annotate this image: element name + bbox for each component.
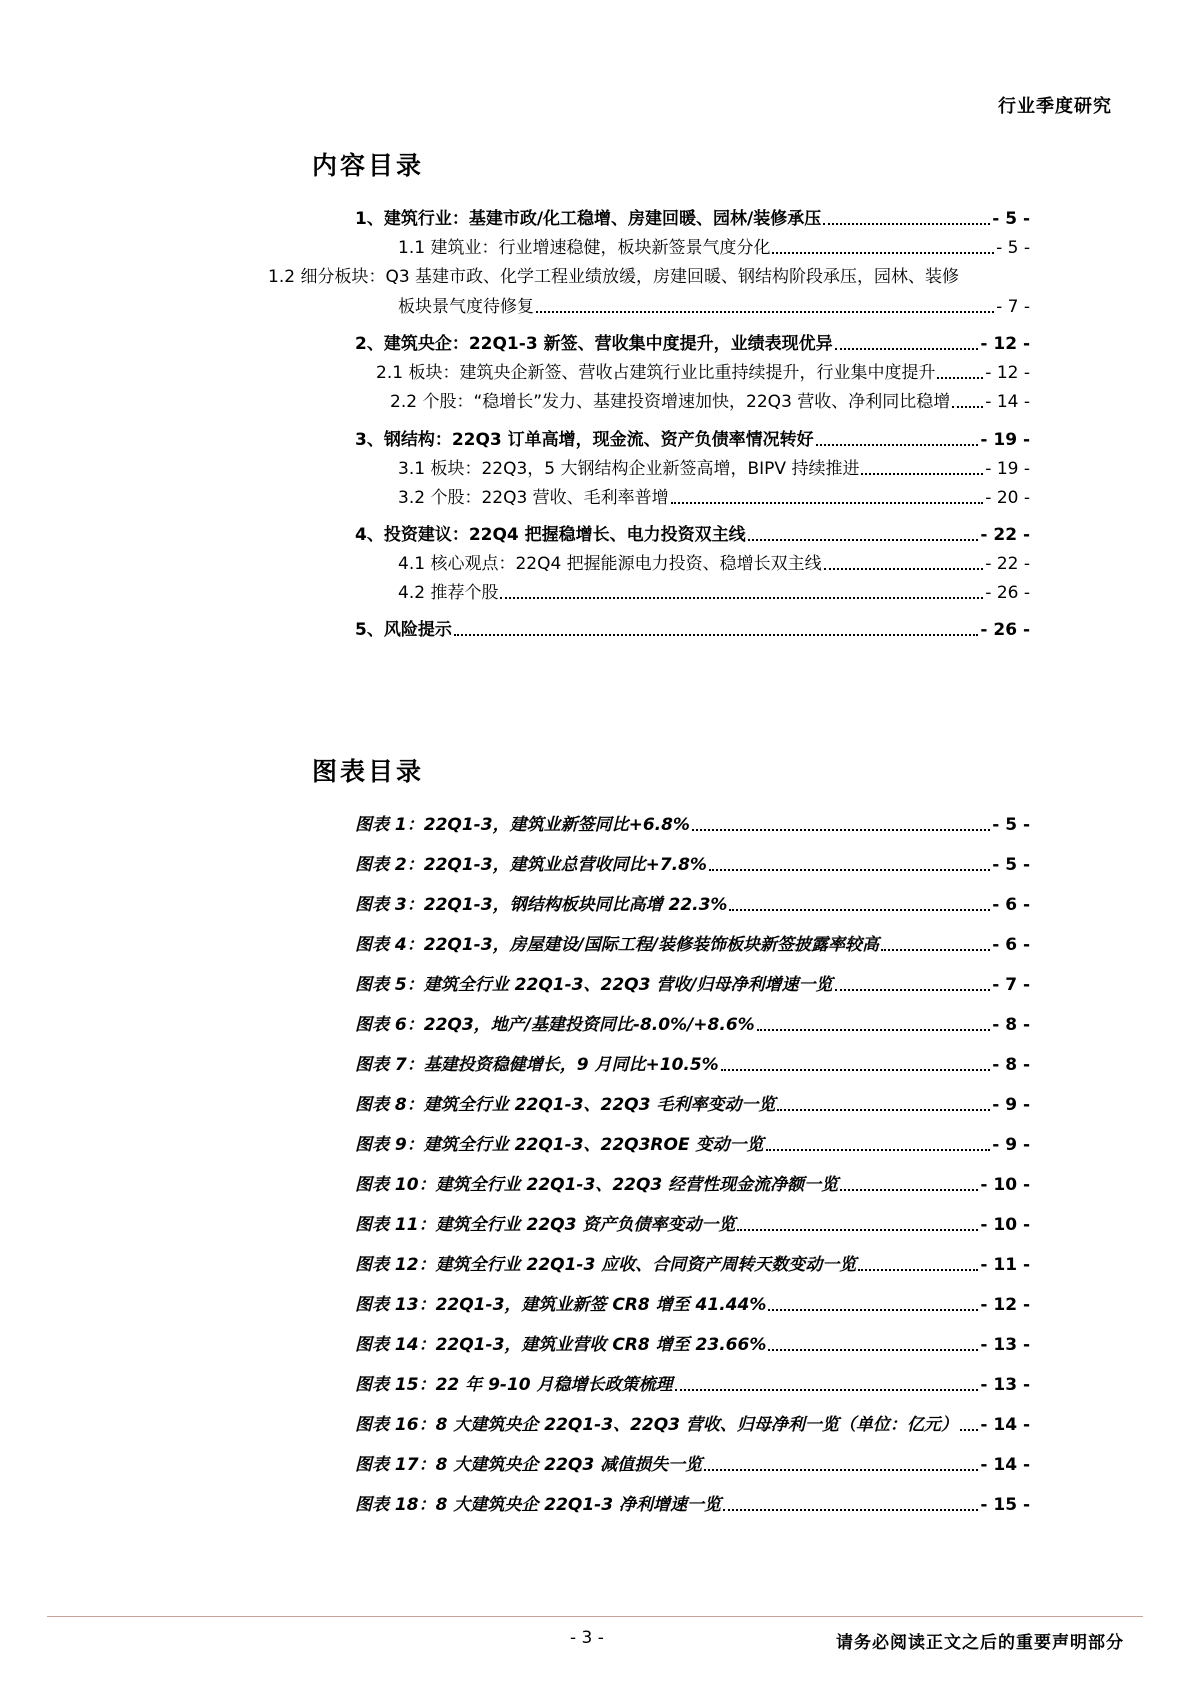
figure-entry[interactable] [355, 1094, 1030, 1116]
figure-entry[interactable] [355, 1494, 1030, 1516]
toc-leader-dots [881, 949, 990, 951]
toc-leader-dots [861, 473, 983, 475]
toc-entry-page: - 19 - [980, 430, 1030, 450]
figure-entry-page: - 14 - [980, 1415, 1030, 1435]
figure-entry[interactable] [355, 1254, 1030, 1276]
figure-entry-text: 图表 10：建筑全行业 22Q1-3、22Q3 经营性现金流净额一览 [355, 1175, 839, 1195]
figure-entry-text: 图表 8：建筑全行业 22Q1-3、22Q3 毛利率变动一览 [355, 1095, 776, 1115]
figure-entry-text: 图表 14：22Q1-3，建筑业营收 CR8 增至 23.66% [355, 1335, 767, 1355]
toc-leader-dots [675, 1389, 979, 1391]
toc-entry-page: - 14 - [985, 392, 1030, 412]
toc-entry[interactable] [355, 429, 1030, 451]
toc-entry-page: - 22 - [980, 525, 1030, 545]
toc-leader-dots [840, 1189, 978, 1191]
footer-page-number: - 3 - [570, 1628, 604, 1648]
figure-entry-page: - 6 - [992, 895, 1030, 915]
toc-leader-dots [772, 252, 994, 254]
figure-entry-page: - 5 - [992, 815, 1030, 835]
toc-leader-dots [823, 223, 990, 225]
figure-entry-text: 图表 16：8 大建筑央企 22Q1-3、22Q3 营收、归母净利一览（单位：亿元） [355, 1415, 958, 1435]
figure-entry[interactable] [355, 1214, 1030, 1236]
toc-entry-text: 3.1 板块：22Q3，5 大钢结构企业新签高增，BIPV 持续推进 [398, 459, 860, 479]
figure-entry-text: 图表 15：22 年 9-10 月稳增长政策梳理 [355, 1375, 673, 1395]
figure-entry[interactable] [355, 1334, 1030, 1356]
toc-leader-dots [454, 634, 979, 636]
figure-entry-page: - 15 - [980, 1495, 1030, 1515]
toc-entry-text: 4.1 核心观点：22Q4 把握能源电力投资、稳增长双主线 [398, 554, 822, 574]
toc-entry-page: - 12 - [980, 334, 1030, 354]
toc-entry-page: - 5 - [992, 209, 1030, 229]
toc-leader-dots [768, 1309, 978, 1311]
figure-entry-page: - 7 - [992, 975, 1030, 995]
toc-entry[interactable] [398, 237, 1030, 259]
figure-entry-page: - 8 - [992, 1015, 1030, 1035]
toc-entry[interactable] [398, 487, 1030, 509]
toc-entry[interactable] [355, 208, 1030, 230]
figure-entry-page: - 12 - [980, 1295, 1030, 1315]
toc-leader-dots [952, 406, 983, 408]
toc-entry[interactable] [398, 296, 1030, 318]
footer-divider [47, 1616, 1143, 1617]
toc-entry-text: 2.2 个股：“稳增长”发力、基建投资增速加快，22Q3 营收、净利同比稳增 [390, 392, 951, 412]
toc-entry-page: - 5 - [996, 238, 1030, 258]
toc-leader-dots [723, 1509, 978, 1511]
toc-leader-dots [835, 989, 991, 991]
figure-entry[interactable] [355, 974, 1030, 996]
figure-entry-page: - 10 - [980, 1175, 1030, 1195]
toc-entry-text: 1、建筑行业：基建市政/化工稳增、房建回暖、园林/装修承压 [355, 209, 822, 229]
figure-entry-text: 图表 5：建筑全行业 22Q1-3、22Q3 营收/归母净利增速一览 [355, 975, 833, 995]
figure-entry-page: - 6 - [992, 935, 1030, 955]
figure-entry-text: 图表 11：建筑全行业 22Q3 资产负债率变动一览 [355, 1215, 736, 1235]
toc-entry-page: - 12 - [985, 363, 1030, 383]
figure-entry-text: 图表 13：22Q1-3，建筑业新签 CR8 增至 41.44% [355, 1295, 767, 1315]
figure-entry-page: - 8 - [992, 1055, 1030, 1075]
figure-entry-page: - 10 - [980, 1215, 1030, 1235]
toc-leader-dots [777, 1109, 990, 1111]
toc-leader-dots [937, 377, 983, 379]
figure-entry[interactable] [355, 854, 1030, 876]
toc-entry[interactable] [355, 619, 1030, 641]
toc-leader-dots [671, 502, 984, 504]
toc-leader-dots [692, 829, 990, 831]
toc-entry-text: 3.2 个股：22Q3 营收、毛利率普增 [398, 488, 669, 508]
toc-leader-dots [816, 444, 979, 446]
toc-entry[interactable] [355, 524, 1030, 546]
toc-leader-dots [748, 539, 979, 541]
figure-entry-text: 图表 18：8 大建筑央企 22Q1-3 净利增速一览 [355, 1495, 721, 1515]
toc-entry-text: 2.1 板块：建筑央企新签、营收占建筑行业比重持续提升，行业集中度提升 [376, 363, 936, 383]
toc-leader-dots [757, 1029, 991, 1031]
toc-leader-dots [960, 1429, 978, 1431]
figure-entry[interactable] [355, 1454, 1030, 1476]
figure-entry-text: 图表 1：22Q1-3，建筑业新签同比+6.8% [355, 815, 690, 835]
figure-entry-text: 图表 6：22Q3，地产/基建投资同比-8.0%/+8.6% [355, 1015, 755, 1035]
toc-leader-dots [768, 1349, 978, 1351]
toc-leader-dots [709, 869, 990, 871]
figure-entry-page: - 14 - [980, 1455, 1030, 1475]
toc-entry-page: - 22 - [985, 554, 1030, 574]
toc-entry[interactable] [398, 553, 1030, 575]
toc-entry[interactable] [398, 582, 1030, 604]
figure-entry-text: 图表 3：22Q1-3，钢结构板块同比高增 22.3% [355, 895, 728, 915]
toc-entry-page: - 19 - [985, 459, 1030, 479]
figure-entry-text: 图表 17：8 大建筑央企 22Q3 减值损失一览 [355, 1455, 703, 1475]
toc-entry-text: 4、投资建议：22Q4 把握稳增长、电力投资双主线 [355, 525, 746, 545]
toc-entry[interactable] [398, 458, 1030, 480]
figure-entry[interactable] [355, 1014, 1030, 1036]
toc-entry[interactable] [390, 391, 1030, 413]
figure-entry-text: 图表 12：建筑全行业 22Q1-3 应收、合同资产周转天数变动一览 [355, 1255, 857, 1275]
figure-entry[interactable] [355, 894, 1030, 916]
figure-entry[interactable] [355, 1294, 1030, 1316]
contents-title: 内容目录 [312, 151, 425, 180]
figure-entry-page: - 9 - [992, 1095, 1030, 1115]
toc-entry-page: - 26 - [980, 620, 1030, 640]
toc-entry-text: 3、钢结构：22Q3 订单高增，现金流、资产负债率情况转好 [355, 430, 814, 450]
toc-leader-dots [766, 1149, 991, 1151]
figure-entry[interactable] [355, 1174, 1030, 1196]
figure-entry[interactable] [355, 1054, 1030, 1076]
figure-entry-page: - 13 - [980, 1375, 1030, 1395]
figure-entry[interactable] [355, 1374, 1030, 1396]
toc-entry-text: 2、建筑央企：22Q1-3 新签、营收集中度提升，业绩表现优异 [355, 334, 833, 354]
figure-entry[interactable] [355, 814, 1030, 836]
figure-entry-text: 图表 7：基建投资稳健增长，9 月同比+10.5% [355, 1055, 719, 1075]
toc-leader-dots [721, 1069, 991, 1071]
figure-entry-text: 图表 9：建筑全行业 22Q1-3、22Q3ROE 变动一览 [355, 1135, 764, 1155]
figure-entry[interactable] [355, 1134, 1030, 1156]
figure-entry[interactable] [355, 1414, 1030, 1436]
toc-entry-text: 5、风险提示 [355, 620, 452, 640]
figure-entry-page: - 11 - [980, 1255, 1030, 1275]
toc-leader-dots [536, 311, 994, 313]
toc-entry[interactable] [355, 333, 1030, 355]
figure-entry-text: 图表 2：22Q1-3，建筑业总营收同比+7.8% [355, 855, 707, 875]
report-type-label: 行业季度研究 [998, 96, 1112, 117]
toc-entry-text: 1.1 建筑业：行业增速稳健，板块新签景气度分化 [398, 238, 771, 258]
figure-entry-page: - 13 - [980, 1335, 1030, 1355]
toc-entry[interactable] [376, 362, 1030, 384]
figures-title: 图表目录 [312, 757, 425, 786]
toc-entry-text: 板块景气度待修复 [398, 297, 534, 317]
toc-entry-page: - 7 - [996, 297, 1030, 317]
toc-leader-dots [737, 1229, 978, 1231]
toc-entry-text-line1[interactable]: 1.2 细分板块：Q3 基建市政、化学工程业绩放缓，房建回暖、钢结构阶段承压，园林、装修 [268, 267, 960, 287]
toc-entry-text: 4.2 推荐个股 [398, 583, 499, 603]
toc-leader-dots [500, 597, 983, 599]
figure-entry-text: 图表 4：22Q1-3，房屋建设/国际工程/装修装饰板块新签披露率较高 [355, 935, 879, 955]
figure-entry-page: - 5 - [992, 855, 1030, 875]
figure-entry[interactable] [355, 934, 1030, 956]
toc-entry-page: - 26 - [985, 583, 1030, 603]
toc-entry-page: - 20 - [985, 488, 1030, 508]
toc-leader-dots [729, 909, 990, 911]
footer-disclaimer: 请务必阅读正文之后的重要声明部分 [836, 1633, 1124, 1653]
toc-leader-dots [824, 568, 984, 570]
toc-leader-dots [835, 348, 979, 350]
toc-leader-dots [858, 1269, 978, 1271]
figure-entry-page: - 9 - [992, 1135, 1030, 1155]
toc-leader-dots [704, 1469, 978, 1471]
